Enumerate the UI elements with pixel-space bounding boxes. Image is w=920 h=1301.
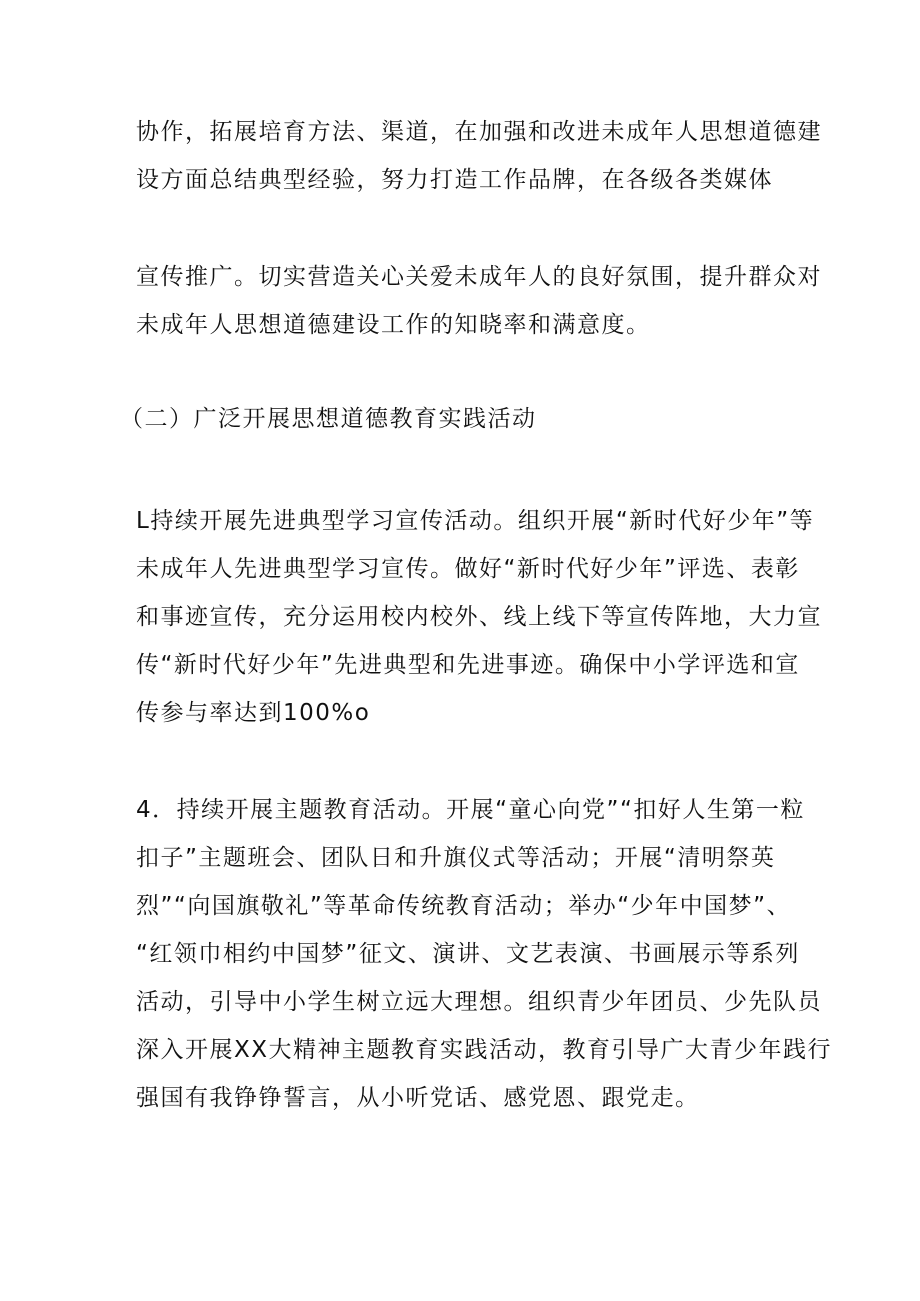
list-item-line: 烈”“向国旗敬礼”等革命传统教育活动；举办“少年中国梦”、 [136,893,792,919]
paragraph-line: 设方面总结典型经验，努力打造工作品牌，在各级各类媒体 [136,167,773,193]
list-item-line: 深入开展XX大精神主题教育实践活动，教育引导广大青少年践行 [136,1037,833,1063]
list-item-line: L持续开展先进典型学习宣传活动。组织开展“新时代好少年”等 [136,508,815,534]
section-heading: （二）广泛开展思想道德教育实践活动 [120,406,537,432]
paragraph-line: 协作，拓展培育方法、渠道，在加强和改进未成年人思想道德建 [136,119,822,145]
paragraph-line: 宣传推广。切实营造关心关爱未成年人的良好氛围，提升群众对 [136,264,822,290]
list-item-line: 传参与率达到100%o [136,700,371,726]
list-item-line: 和事迹宣传，充分运用校内校外、线上线下等宣传阵地，大力宣 [136,604,822,630]
list-item-line: 未成年人先进典型学习宣传。做好“新时代好少年”评选、表彰 [136,556,800,582]
list-item-line: 活动，引导中小学生树立远大理想。组织青少年团员、少先队员 [136,989,822,1015]
list-item-line: 传“新时代好少年”先进典型和先进事迹。确保中小学评选和宣 [136,652,800,678]
list-item-line: 4．持续开展主题教育活动。开展“童心向党”“扣好人生第一粒 [136,797,805,823]
list-item-line: “红领巾相约中国梦”征文、演讲、文艺表演、书画展示等系列 [136,941,800,967]
list-item-line: 强国有我铮铮誓言，从小听党话、感党恩、跟党走。 [136,1085,700,1111]
list-item-line: 扣子”主题班会、团队日和升旗仪式等活动；开展“清明祭英 [136,845,776,871]
paragraph-line: 未成年人思想道德建设工作的知晓率和满意度。 [136,312,651,338]
